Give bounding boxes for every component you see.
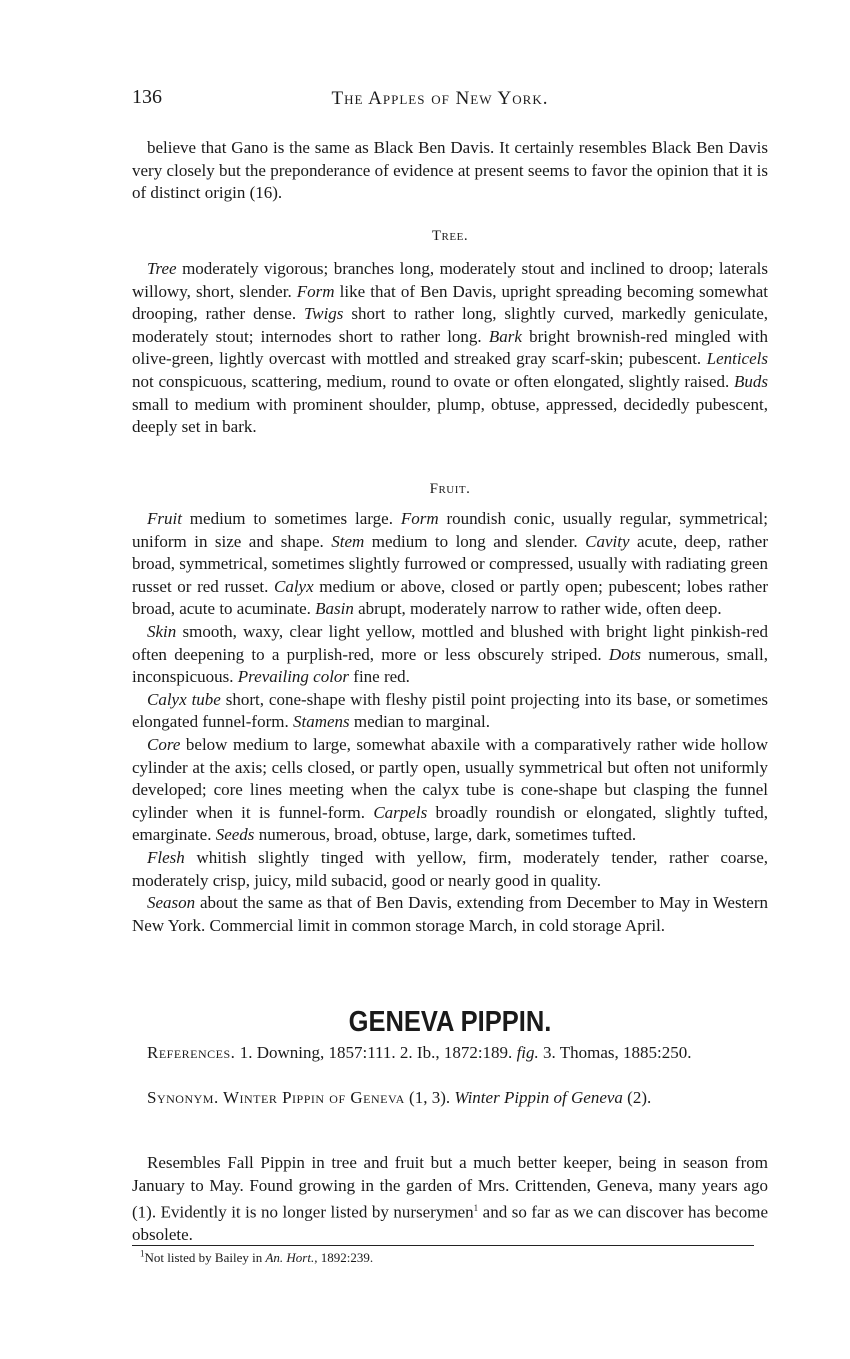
italic-term: Form [400, 509, 439, 528]
text-run: fine red. [349, 667, 410, 687]
text-run: smooth, waxy, clear light yellow, mottled and blushed with bright light pinkish-red often deepening to a purplish-red, more or less obscurely striped. [132, 621, 768, 664]
paragraph [132, 892, 768, 937]
italic-term: Seeds [215, 825, 255, 845]
intro-text [132, 137, 768, 205]
text-run: 3. Thomas, 1885:250. [538, 1043, 692, 1062]
text-run: Winter Pippin of Geneva [222, 1088, 405, 1107]
text-run: numerous, broad, obtuse, large, dark, sometimes tufted. [254, 825, 637, 845]
italic-term: Stamens [292, 712, 350, 732]
italic-term: Flesh [147, 847, 185, 867]
text-run: not conspicuous, scattering, medium, round to ovate or often elongated, slightly raised. [132, 371, 734, 391]
text-run: below medium to large, somewhat abaxile with a comparatively rather wide hollow cylinder at the axis; cells closed, or partly open, usually symmetrical but often not uniformly developed; core lines meeting when the calyx tube is cone-shape but clasping the funnel cylinder when it is funnel-form. [132, 734, 768, 822]
text-run: Not listed by Bailey in [144, 1250, 266, 1266]
paragraph [132, 689, 768, 734]
italic-term: Core [147, 734, 181, 754]
italic-term: Fruit [147, 509, 182, 528]
paragraph [132, 137, 768, 205]
italic-term: Basin [315, 599, 354, 619]
paragraph [132, 508, 768, 621]
text-run: medium or above, closed or partly open; pubescent; lobes rather broad, acute to acuminate. [132, 576, 768, 619]
text-run: moderately vigorous; branches long, moderately stout and inclined to droop; laterals willowy, short, slender. [132, 259, 768, 301]
italic-term: Season [147, 893, 196, 913]
text-run: short to rather long, slightly curved, markedly geniculate, moderately stout; internodes short to rather long. [132, 304, 768, 346]
paragraph [132, 847, 768, 892]
footnote [140, 1249, 373, 1266]
section-heading-tree: Tree. [431, 228, 469, 244]
synonym [132, 1087, 768, 1110]
italic-term: Calyx [274, 576, 314, 596]
italic-term: Bark [488, 326, 522, 346]
text-run: believe that Gano is the same as Black Ben Davis. It certainly resembles Black Ben Davis very closely but the preponderance of evidence at present seems to favor the opinion that it is of distinct origin (16). [132, 138, 768, 203]
footnote-rule [132, 1245, 754, 1246]
italic-term: fig. [516, 1043, 539, 1062]
fruit-description [132, 508, 768, 937]
italic-term: Tree [147, 259, 177, 278]
text-run: medium to long and slender. [364, 531, 586, 551]
text-run: numerous, small, inconspicuous. [132, 644, 768, 687]
italic-term: Skin [147, 621, 177, 641]
text-run: (1, 3). [404, 1088, 455, 1107]
variety-title: GENEVA PIPPIN. [348, 1006, 552, 1038]
text-run: roundish conic, usually regular, symmetrical; uniform in size and shape. [132, 509, 768, 551]
footnote-marker: 1 [473, 1203, 479, 1214]
text-run: about the same as that of Ben Davis, extending from December to May in Western New York. Commercial limit in common storage March, in cold storage April. [132, 893, 768, 935]
paragraph [132, 258, 768, 439]
italic-term: Prevailing color [237, 667, 350, 687]
italic-term: Buds [734, 371, 768, 391]
text-run: whitish slightly tinged with yellow, firm, moderately tender, rather coarse, moderately crisp, juicy, mild subacid, good or nearly good in quality. [132, 847, 768, 890]
italic-term: Cavity [585, 531, 630, 551]
text-run: short, cone-shape with fleshy pistil point projecting into its base, or sometimes elongated funnel-form. [132, 689, 768, 732]
text-run: 1. Downing, 1857:111. 2. Ib., 1872:189. [235, 1043, 517, 1062]
italic-term: Twigs [304, 304, 344, 324]
italic-term: Stem [331, 531, 365, 551]
text-run: medium to sometimes large. [181, 509, 401, 528]
page-number: 136 [132, 86, 162, 108]
paragraph [132, 1087, 768, 1110]
italic-term: Carpels [373, 802, 428, 822]
paragraph [132, 1042, 768, 1065]
italic-term: Dots [608, 644, 642, 664]
paragraph [132, 734, 768, 847]
text-run: Resembles Fall Pippin in tree and fruit but a much better keeper, being in season from January to May. Found growing in the garden of Mrs. Crittenden, Geneva, many years ago (1). Evidently it is no longer listed by nurserymen [132, 1153, 768, 1222]
text-run: Synonym. [147, 1088, 219, 1107]
text-run: , 1892:239. [314, 1250, 374, 1266]
text-run: small to medium with prominent shoulder, plump, obtuse, appressed, decidedly pubescent, deeply set in bark. [132, 394, 768, 437]
text-run: acute, deep, rather broad, symmetrical, sometimes slightly furrowed or compressed, usually with radiating green russet or red russet. [132, 531, 768, 596]
text-run: and so far as we can discover has become obsolete. [132, 1202, 769, 1245]
running-title: The Apples of New York. [331, 88, 549, 109]
text-run: (2). [622, 1088, 652, 1107]
italic-term: Form [296, 281, 335, 301]
footnote-marker: 1 [140, 1249, 145, 1259]
text-run: abrupt, moderately narrow to rather wide, often deep. [353, 599, 722, 619]
paragraph [132, 621, 768, 689]
paragraph [132, 1152, 768, 1247]
italic-term: Calyx tube [147, 689, 221, 709]
italic-term: An. Hort. [265, 1250, 315, 1266]
text-run: like that of Ben Davis, upright spreading becoming somewhat drooping, rather dense. [132, 281, 768, 324]
variety-description [132, 1152, 768, 1247]
text-run: bright brownish-red mingled with olive-green, lightly overcast with mottled and streaked gray scarf-skin; pubescent. [132, 326, 768, 369]
text-run: median to marginal. [349, 712, 491, 732]
tree-description [132, 258, 768, 439]
references [132, 1042, 768, 1065]
italic-term: Lenticels [706, 349, 768, 369]
text-run: References. [147, 1043, 236, 1062]
section-heading-fruit: Fruit. [429, 481, 471, 497]
text-run: broadly roundish or elongated, slightly tufted, emarginate. [132, 802, 768, 845]
italic-term: Winter Pippin of Geneva [454, 1088, 623, 1107]
paragraph [140, 1250, 373, 1265]
